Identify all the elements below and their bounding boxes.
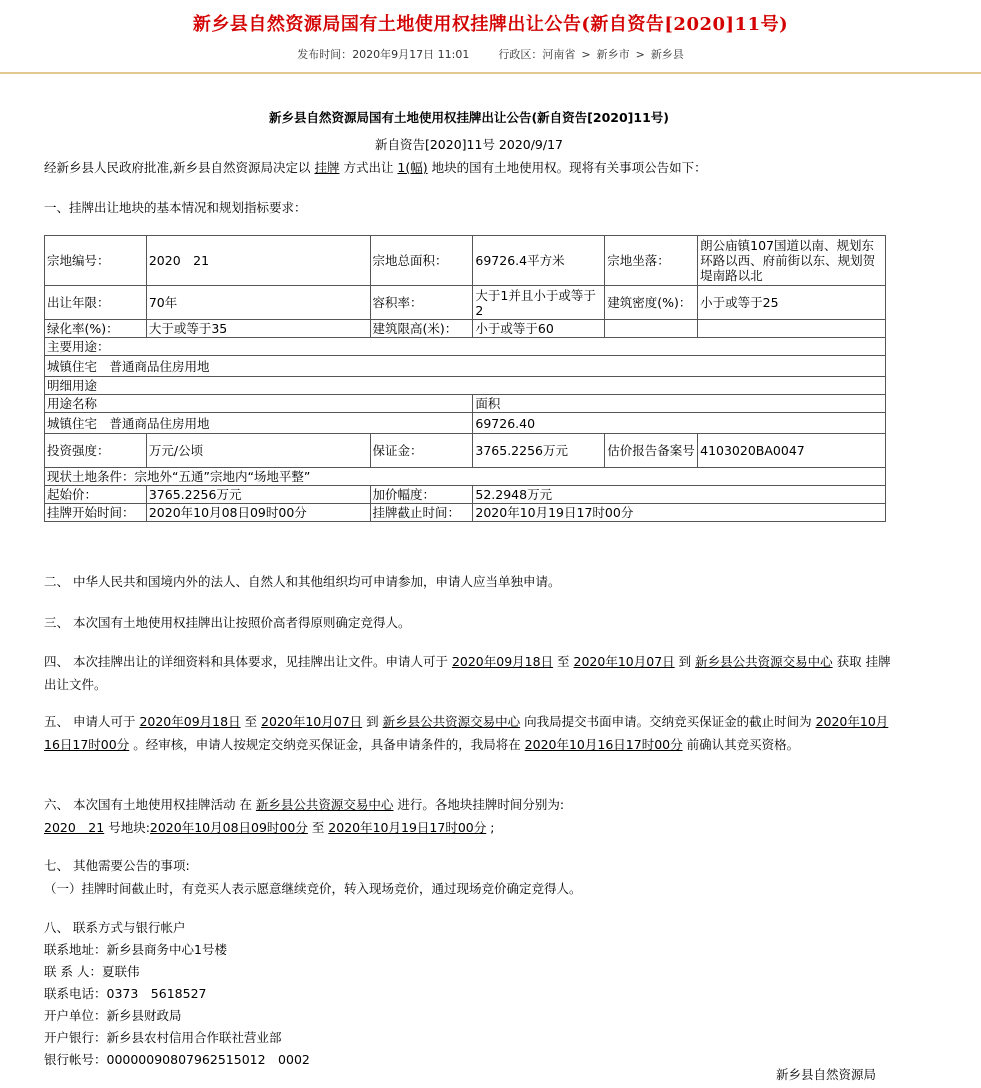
table-cell: 建筑限高(米)：: [370, 320, 473, 338]
table-cell: 出让年限：: [45, 286, 147, 320]
region-link-county[interactable]: 新乡县: [650, 48, 684, 61]
contact-address: 联系地址：新乡县商务中心1号楼: [44, 942, 227, 957]
table-row: [45, 468, 886, 486]
table-cell: 69726.40: [473, 413, 886, 434]
table-cell: 3765.2256万元: [473, 434, 605, 468]
parcel-info-table: [44, 235, 886, 522]
section-text: 向我局提交书面申请。交纳竞买保证金的截止时间为: [520, 714, 816, 729]
region-link-province[interactable]: 河南省: [542, 48, 576, 61]
table-cell: 投资强度：: [45, 434, 147, 468]
section-5: [44, 710, 894, 756]
table-cell: 容积率：: [370, 286, 473, 320]
table-row: [45, 236, 886, 286]
table-cell: 建筑密度(%)：: [605, 286, 698, 320]
trading-center: 新乡县公共资源交易中心: [255, 797, 394, 812]
table-row: [45, 356, 886, 377]
document-title: 新乡县自然资源局国有土地使用权挂牌出让公告(新自资告[2020]11号): [268, 110, 670, 125]
publish-label: 发布时间：: [297, 48, 353, 61]
issuer-signature: 新乡县自然资源局: [776, 1067, 877, 1082]
section-text: 六、 本次国有土地使用权挂牌活动 在: [44, 797, 256, 812]
table-row: [45, 395, 886, 413]
section-7: 七、 其他需要公告的事项:: [44, 858, 190, 873]
table-cell: 2020 21: [146, 236, 370, 286]
table-row: [45, 377, 886, 395]
table-cell: 2020年10月08日09时00分: [146, 504, 370, 522]
contact-person: 联 系 人：夏联伟: [44, 964, 140, 979]
trading-center: 新乡县公共资源交易中心: [382, 714, 521, 729]
parcel-count: 1(幅): [397, 160, 428, 175]
section-text: 前确认其竞买资格。: [682, 737, 800, 752]
table-cell: 主要用途：: [45, 338, 886, 356]
account-unit: 开户单位：新乡县财政局: [44, 1008, 182, 1023]
table-cell: 加价幅度：: [370, 486, 473, 504]
publish-time: 2020年9月17日 11:01: [352, 48, 470, 61]
date-end: 2020年10月07日: [261, 714, 363, 729]
section-4: [44, 650, 894, 696]
table-cell: 69726.4平方米: [473, 236, 605, 286]
table-row: [45, 504, 886, 522]
table-row: [45, 320, 886, 338]
section-7-item-1: （一）挂牌时间截止时，有竞买人表示愿意继续竞价，转入现场竞价，通过现场竞价确定竞得人。: [44, 881, 582, 896]
account-bank: 开户银行：新乡县农村信用合作联社营业部: [44, 1030, 282, 1045]
section-6-schedule: [44, 818, 494, 836]
parcel-number: 2020 21: [44, 820, 105, 835]
qualification-deadline: 2020年10月16日17时00分: [524, 737, 683, 752]
table-cell: 面积: [473, 395, 886, 413]
section-8: 八、 联系方式与银行帐户: [44, 920, 186, 935]
section-text: 五、 申请人可于: [44, 714, 140, 729]
section-text: ;: [486, 820, 495, 835]
table-cell: 宗地总面积：: [370, 236, 473, 286]
listing-start: 2020年10月08日09时00分: [149, 820, 308, 835]
date-start: 2020年09月18日: [139, 714, 241, 729]
transfer-method: 挂牌: [314, 160, 340, 175]
trading-center: 新乡县公共资源交易中心: [695, 654, 833, 669]
table-cell: 用途名称: [45, 395, 473, 413]
table-cell: 宗地坐落：: [605, 236, 698, 286]
table-cell: 挂牌开始时间：: [45, 504, 147, 522]
page-title: 新乡县自然资源局国有土地使用权挂牌出让公告(新自资告[2020]11号): [192, 14, 789, 35]
deposit-deadline: 2020年10月16日17时00分: [44, 714, 889, 752]
table-cell: [605, 320, 698, 338]
section-1-heading: 一、挂牌出让地块的基本情况和规划指标要求：: [44, 200, 307, 215]
table-cell: 估价报告备案号: [605, 434, 698, 468]
section-3: 三、 本次国有土地使用权挂牌出让按照价高者得原则确定竞得人。: [44, 615, 411, 630]
date-end: 2020年10月07日: [573, 654, 675, 669]
table-cell: [698, 320, 886, 338]
table-cell: 52.2948万元: [473, 486, 886, 504]
intro-text: 地块的国有土地使用权。现将有关事项公告如下：: [427, 160, 707, 175]
section-text: 四、 本次挂牌出让的详细资料和具体要求，见挂牌出让文件。申请人可于: [44, 654, 452, 669]
section-2: 二、 中华人民共和国境内外的法人、自然人和其他组织均可申请参加，申请人应当单独申请。: [44, 574, 561, 589]
section-text: 到: [362, 714, 383, 729]
table-cell: 小于或等于60: [473, 320, 605, 338]
section-text: 至: [553, 654, 574, 669]
table-cell: 挂牌截止时间：: [370, 504, 473, 522]
table-cell: 朗公庙镇107国道以南、规划东环路以西、府前街以东、规划贺堤南路以北: [698, 236, 886, 286]
table-row: [45, 338, 886, 356]
table-cell: 绿化率(%)：: [45, 320, 147, 338]
table-cell: 城镇住宅 普通商品住房用地: [45, 356, 886, 377]
account-number: 银行帐号：00000090807962515012 0002: [44, 1052, 310, 1067]
table-cell: 保证金：: [370, 434, 473, 468]
section-6: [44, 795, 564, 813]
date-start: 2020年09月18日: [451, 654, 554, 669]
table-cell: 3765.2256万元: [146, 486, 370, 504]
intro-text: 方式出让: [339, 160, 398, 175]
intro-text: 经新乡县人民政府批准,新乡县自然资源局决定以: [44, 160, 315, 175]
region-link-city[interactable]: 新乡市: [596, 48, 630, 61]
table-cell: 万元/公顷: [146, 434, 370, 468]
table-row: [45, 486, 886, 504]
intro-paragraph: [44, 158, 707, 176]
contact-phone: 联系电话：0373 5618527: [44, 986, 207, 1001]
section-text: 进行。各地块挂牌时间分别为:: [393, 797, 565, 812]
table-cell: 明细用途: [45, 377, 886, 395]
table-cell: 2020年10月19日17时00分: [473, 504, 886, 522]
table-cell: 起始价：: [45, 486, 147, 504]
table-row: [45, 413, 886, 434]
section-text: 获取 挂牌 出让文件。: [44, 654, 891, 692]
region-label: 行政区：: [498, 48, 543, 61]
table-row: [45, 286, 886, 320]
table-cell: 70年: [146, 286, 370, 320]
table-cell: 大于1并且小于或等于2: [473, 286, 605, 320]
section-text: 号地块:: [104, 820, 150, 835]
table-cell: 4103020BA0047: [698, 434, 886, 468]
page-header: [0, 0, 981, 74]
section-text: 至: [240, 714, 262, 729]
table-cell: 现状土地条件：宗地外“五通”宗地内“场地平整”: [45, 468, 886, 486]
region-separator: >: [635, 48, 645, 61]
section-text: 到: [674, 654, 696, 669]
table-cell: 大于或等于35: [146, 320, 370, 338]
region-separator: >: [581, 48, 591, 61]
section-text: 。经审核，申请人按规定交纳竞买保证金，具备申请条件的，我局将在: [129, 737, 525, 752]
listing-end: 2020年10月19日17时00分: [328, 820, 487, 835]
table-cell: 城镇住宅 普通商品住房用地: [45, 413, 473, 434]
table-cell: 小于或等于25: [698, 286, 886, 320]
table-row: [45, 434, 886, 468]
table-cell: 宗地编号：: [45, 236, 147, 286]
document-number-date: 新自资告[2020]11号 2020/9/17: [374, 137, 564, 152]
section-text: 至: [307, 820, 329, 835]
meta-line: [0, 46, 981, 62]
